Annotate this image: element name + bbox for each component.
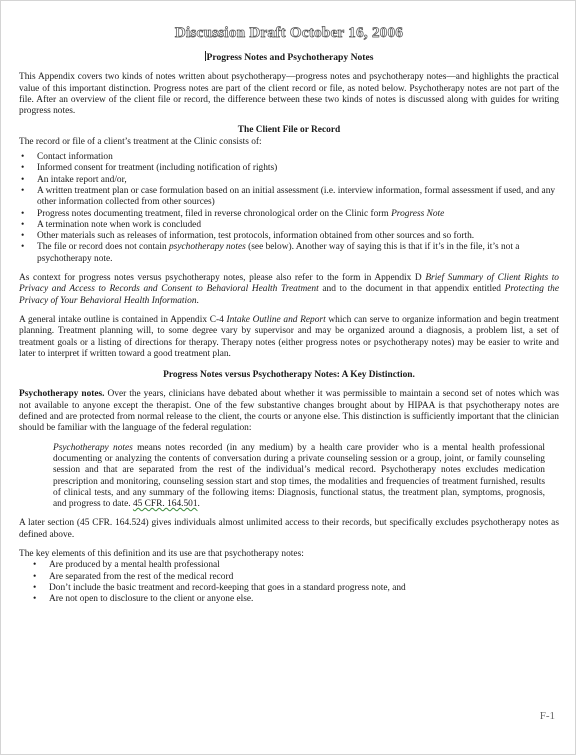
- list-item: • Are separated from the rest of the medical record: [31, 572, 559, 583]
- document-body: [19, 51, 559, 613]
- client-file-list: [19, 152, 559, 265]
- list-item: • The file or record does not contain psychotherapy notes (see below). Another way of saying this is that if it’s in the file, it’s not a psychotherapy note.: [19, 242, 559, 265]
- list-item: • Don’t include the basic treatment and record-keeping that goes in a standard progress note, and: [31, 583, 559, 594]
- list-item: • A written treatment plan or case formulation based on an initial assessment (i.e. interview information, formal assessment if used, and any other information collected from other sources): [19, 186, 559, 209]
- section-heading-key-distinction: Progress Notes versus Psychotherapy Notes: A Key Distinction.: [163, 370, 415, 381]
- section-heading-client-file: The Client File or Record: [237, 125, 341, 136]
- list-item: • Informed consent for treatment (including notification of rights): [19, 163, 559, 174]
- list-item: • Contact information: [19, 152, 559, 163]
- intro-paragraph: This Appendix covers two kinds of notes written about psychotherapy—progress notes and psychotherapy notes—and highlights the practical value of this important distinction. Progress notes are part of the client record or file, as noted below. Psychotherapy notes are not part of the file. After an overview of the client file or record, the difference between these two kinds of notes is discussed along with guides for writing progress notes.: [19, 72, 559, 117]
- list-item: • An intake report and/or,: [19, 175, 559, 186]
- text-cursor: [205, 51, 206, 61]
- psychotherapy-notes-paragraph: Psychotherapy notes. Over the years, clinicians have debated about whether it was permissible to maintain a second set of notes which was not available to anyone except the therapist. One of the few substantive changes brought about by HIPAA is that psychotherapy notes are defined and are protected from normal release to the client, the courts or anyone else. This distinction is sufficiently important that the clinician should be familiar with the language of the federal regulation:: [19, 389, 559, 434]
- draft-header: Discussion Draft October 16, 2006: [174, 25, 404, 41]
- key-elements-lead: The key elements of this definition and its use are that psychotherapy notes:: [19, 548, 304, 559]
- section1-lead: The record or file of a client’s treatment at the Clinic consists of:: [19, 136, 262, 147]
- list-item: • Are produced by a mental health professional: [31, 560, 559, 571]
- document-title: [19, 51, 559, 63]
- key-elements-list: [19, 560, 559, 605]
- list-item: • Progress notes documenting treatment, filed in reverse chronological order on the Clinic form Progress Note: [19, 209, 559, 220]
- context-paragraph: As context for progress notes versus psychotherapy notes, please also refer to the form in Appendix D Brief Summary of Client Rights to Privacy and Access to Records and Consent to Behavioral Health Treatment and to the document in that appendix entitled Protecting the Privacy of Your Behavioral Health Information.: [19, 273, 559, 306]
- intake-paragraph: A general intake outline is contained in Appendix C-4 Intake Outline and Report which can serve to organize information and begin treatment planning. Treatment planning will, to some degree vary by supervisor and may be organized around a diagnosis, a problem list, a set of treatment goals or a listing of directions for therapy. Therapy notes (either progress notes or psychotherapy notes) may be easier to write and later to interpret if written toward a good treatment plan.: [19, 314, 559, 359]
- list-item: • Other materials such as releases of information, test protocols, information obtained from other sources and so forth.: [19, 231, 559, 242]
- document-title-text: Progress Notes and Psychotherapy Notes: [206, 52, 374, 63]
- list-item: • Are not open to disclosure to the client or anyone else.: [31, 594, 559, 605]
- page-number: F-1: [539, 710, 555, 722]
- list-item: • A termination note when work is concluded: [19, 220, 559, 231]
- regulation-quote: Psychotherapy notes means notes recorded (in any medium) by a health care provider who is a mental health professional documenting or analyzing the contents of conversation during a private counseling session or a group, joint, or family counseling session and that are separated from the rest of the individual’s medical record. Psychotherapy notes excludes medication prescription and monitoring, counseling session start and stop times, the modalities and frequencies of treatment furnished, results of clinical tests, and any summary of the following items: Diagnosis, functional status, the treatment plan, symptoms, prognosis, and progress to date. 45 CFR. 164.501.: [53, 442, 545, 510]
- later-section-paragraph: A later section (45 CFR. 164.524) gives individuals almost unlimited access to their records, but specifically excludes psychotherapy notes as defined above.: [19, 518, 559, 540]
- citation-link: 45 CFR. 164.501: [132, 499, 198, 510]
